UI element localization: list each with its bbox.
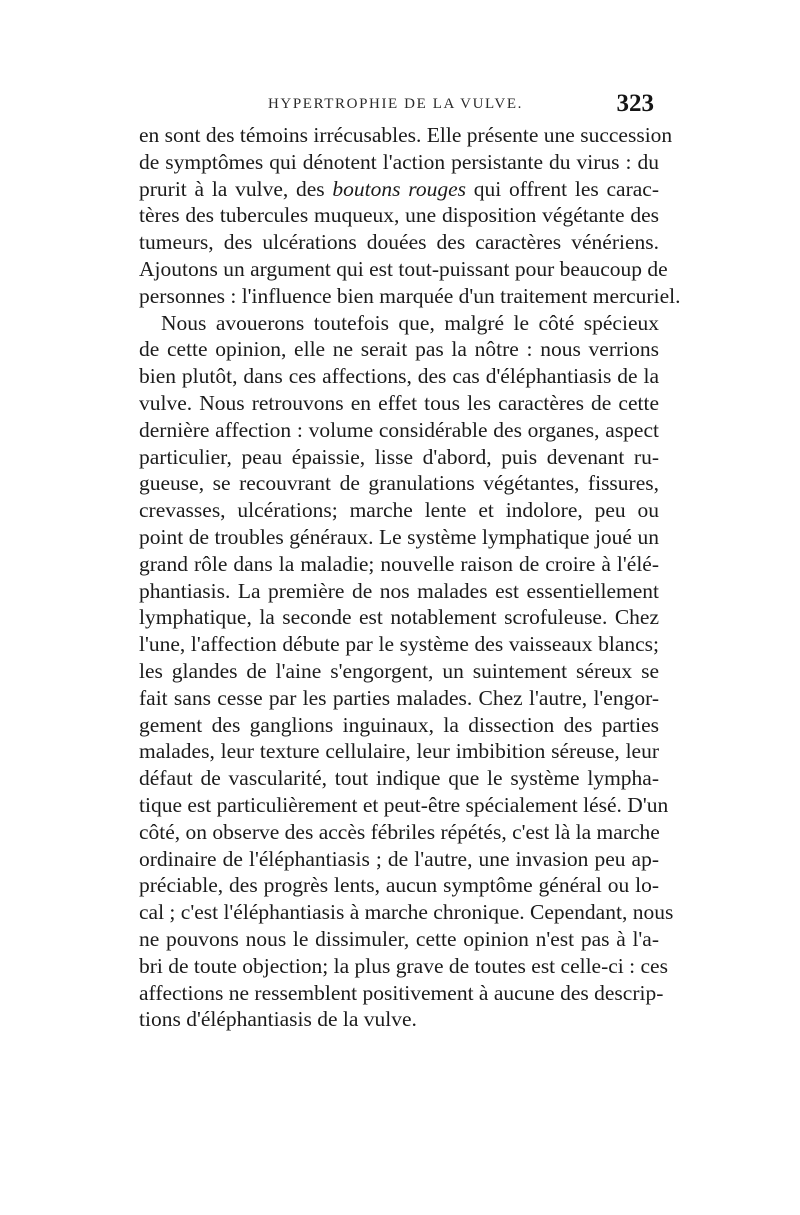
text-line: personnes : l'influence bien marquée d'un traitement mercuriel. [139, 283, 681, 308]
text-line: cal ; c'est l'éléphantiasis à marche chronique. Cependant, nous [139, 900, 674, 925]
text-line: tères des tubercules muqueux, une disposition végétante des [139, 203, 659, 228]
text-line: gueuse, se recouvrant de granulations végétantes, fissures, [139, 471, 659, 496]
running-head [140, 92, 662, 122]
text-line: bri de toute objection; la plus grave de toutes est celle-ci : ces [139, 953, 668, 978]
text-line: fait sans cesse par les parties malades. Chez l'autre, l'engor- [139, 685, 659, 710]
text-line: en sont des témoins irrécusables. Elle présente une succession [139, 123, 673, 147]
text-line: tumeurs, des ulcérations douées des caractères vénériens. [139, 230, 659, 255]
text-line: phantiasis. La première de nos malades est essentiellement [139, 578, 659, 603]
text-line: ne pouvons nous le dissimuler, cette opinion n'est pas à l'a- [139, 926, 659, 951]
text-line: de cette opinion, elle ne serait pas la nôtre : nous verrions [139, 337, 659, 362]
text-line: tions d'éléphantiasis de la vulve. [139, 1007, 417, 1032]
text-line: grand rôle dans la maladie; nouvelle raison de croire à l'élé- [139, 551, 659, 576]
text-line: défaut de vascularité, tout indique que le système lympha- [139, 766, 659, 791]
body-text [139, 122, 681, 1033]
text-line: ordinaire de l'éléphantiasis ; de l'autre, une invasion peu ap- [139, 846, 659, 871]
running-title: HYPERTROPHIE DE LA VULVE. [268, 96, 523, 112]
text-line: de symptômes qui dénotent l'action persistante du virus : du [139, 149, 659, 174]
text-line: vulve. Nous retrouvons en effet tous les caractères de cette [139, 390, 659, 415]
paragraph-start-line: Nous avouerons toutefois que, malgré le côté spécieux [161, 310, 659, 335]
page-number: 323 [616, 90, 654, 117]
text-line: tique est particulièrement et peut-être spécialement lésé. D'un [139, 792, 669, 817]
text-line: dernière affection : volume considérable des organes, aspect [139, 417, 659, 442]
text-line: particulier, peau épaissie, lisse d'abord, puis devenant ru- [139, 444, 659, 469]
text-line: les glandes de l'aine s'engorgent, un suintement séreux se [139, 658, 659, 683]
text-line: gement des ganglions inguinaux, la dissection des parties [139, 712, 659, 737]
text-line: l'une, l'affection débute par le système des vaisseaux blancs; [139, 632, 659, 657]
text-line: préciable, des progrès lents, aucun symptôme général ou lo- [139, 873, 659, 898]
text-line: point de troubles généraux. Le système lymphatique joué un [139, 524, 659, 549]
text-line: affections ne ressemblent positivement à aucune des descrip- [139, 980, 664, 1005]
text-line: lymphatique, la seconde est notablement scrofuleuse. Chez [139, 605, 659, 630]
text-line: prurit à la vulve, des boutons rouges qui offrent les carac- [139, 176, 659, 201]
text-line: malades, leur texture cellulaire, leur imbibition séreuse, leur [139, 739, 659, 764]
italic-phrase: boutons rouges [332, 176, 466, 201]
text-line: côté, on observe des accès fébriles répétés, c'est là la marche [139, 819, 660, 844]
text-line: crevasses, ulcérations; marche lente et indolore, peu ou [139, 498, 659, 523]
text-line: bien plutôt, dans ces affections, des cas d'éléphantiasis de la [139, 364, 659, 389]
text-line: Ajoutons un argument qui est tout-puissant pour beaucoup de [139, 256, 668, 281]
